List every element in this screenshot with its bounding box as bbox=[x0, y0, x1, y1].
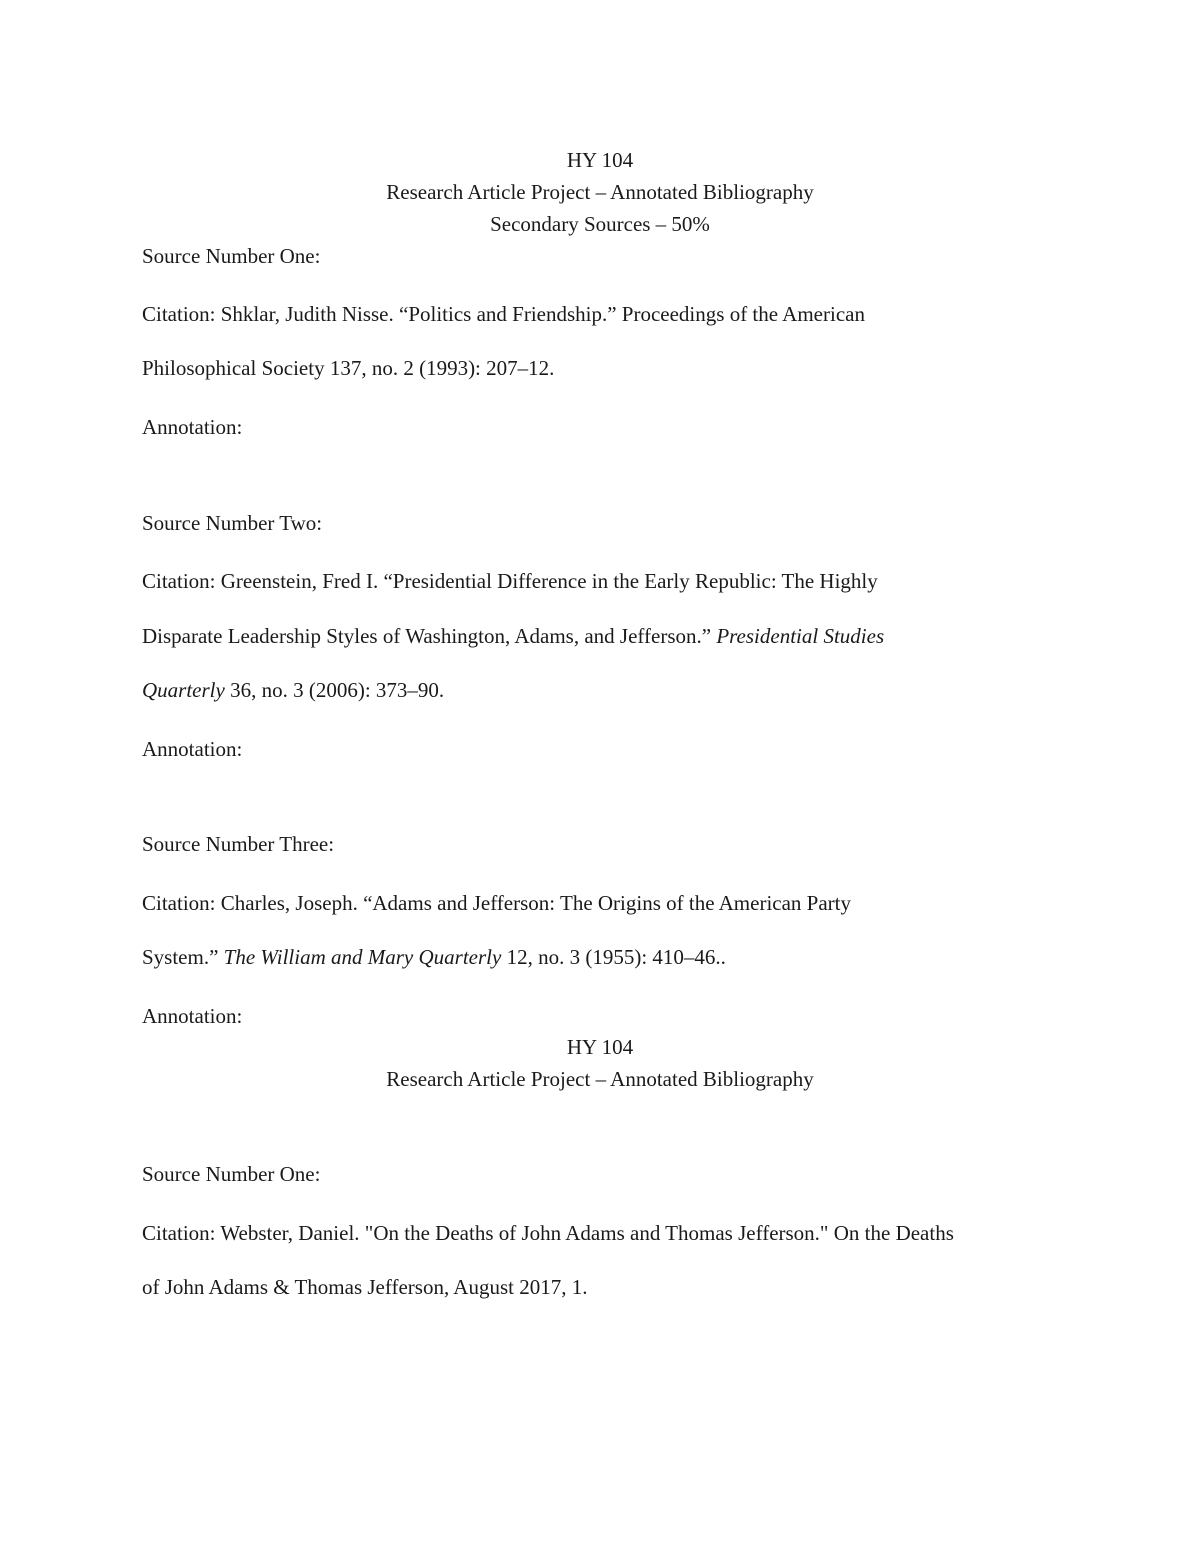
source-heading: Source Number One: bbox=[142, 244, 321, 268]
citation-line: Citation: Greenstein, Fred I. “Presidential Difference in the Early Republic: The Highly bbox=[142, 569, 878, 593]
section-title: Secondary Sources – 50% bbox=[490, 212, 710, 236]
annotation-label: Annotation: bbox=[142, 415, 243, 439]
citation-line: Citation: Shklar, Judith Nisse. “Politics and Friendship.” Proceedings of the American bbox=[142, 302, 865, 326]
citation-line: Philosophical Society 137, no. 2 (1993): 207–12. bbox=[142, 356, 555, 380]
citation-line bbox=[142, 621, 884, 651]
journal-title: Quarterly bbox=[142, 678, 225, 702]
annotation-label: Annotation: bbox=[142, 1004, 243, 1028]
citation-text: 12, no. 3 (1955): 410–46.. bbox=[501, 945, 726, 969]
citation-line: Citation: Charles, Joseph. “Adams and Jefferson: The Origins of the American Party bbox=[142, 891, 851, 915]
citation-line: Citation: Webster, Daniel. "On the Deaths of John Adams and Thomas Jefferson." On the Deaths bbox=[142, 1221, 954, 1245]
source-heading: Source Number Two: bbox=[142, 511, 323, 535]
source-heading: Source Number One: bbox=[142, 1162, 321, 1186]
journal-title: The William and Mary Quarterly bbox=[223, 945, 502, 969]
citation-line: of John Adams & Thomas Jefferson, August 2017, 1. bbox=[142, 1275, 588, 1299]
citation-line bbox=[142, 942, 726, 972]
citation-text: System.” bbox=[142, 945, 224, 969]
citation-line bbox=[142, 675, 444, 705]
course-code: HY 104 bbox=[566, 1035, 634, 1059]
source-heading: Source Number Three: bbox=[142, 832, 335, 856]
project-title: Research Article Project – Annotated Bibliography bbox=[386, 1067, 814, 1091]
citation-text: Disparate Leadership Styles of Washington, Adams, and Jefferson.” bbox=[142, 624, 717, 648]
course-code: HY 104 bbox=[566, 148, 634, 172]
project-title: Research Article Project – Annotated Bibliography bbox=[386, 180, 814, 204]
annotation-label: Annotation: bbox=[142, 737, 243, 761]
journal-title: Presidential Studies bbox=[716, 624, 885, 648]
citation-text: 36, no. 3 (2006): 373–90. bbox=[224, 678, 445, 702]
